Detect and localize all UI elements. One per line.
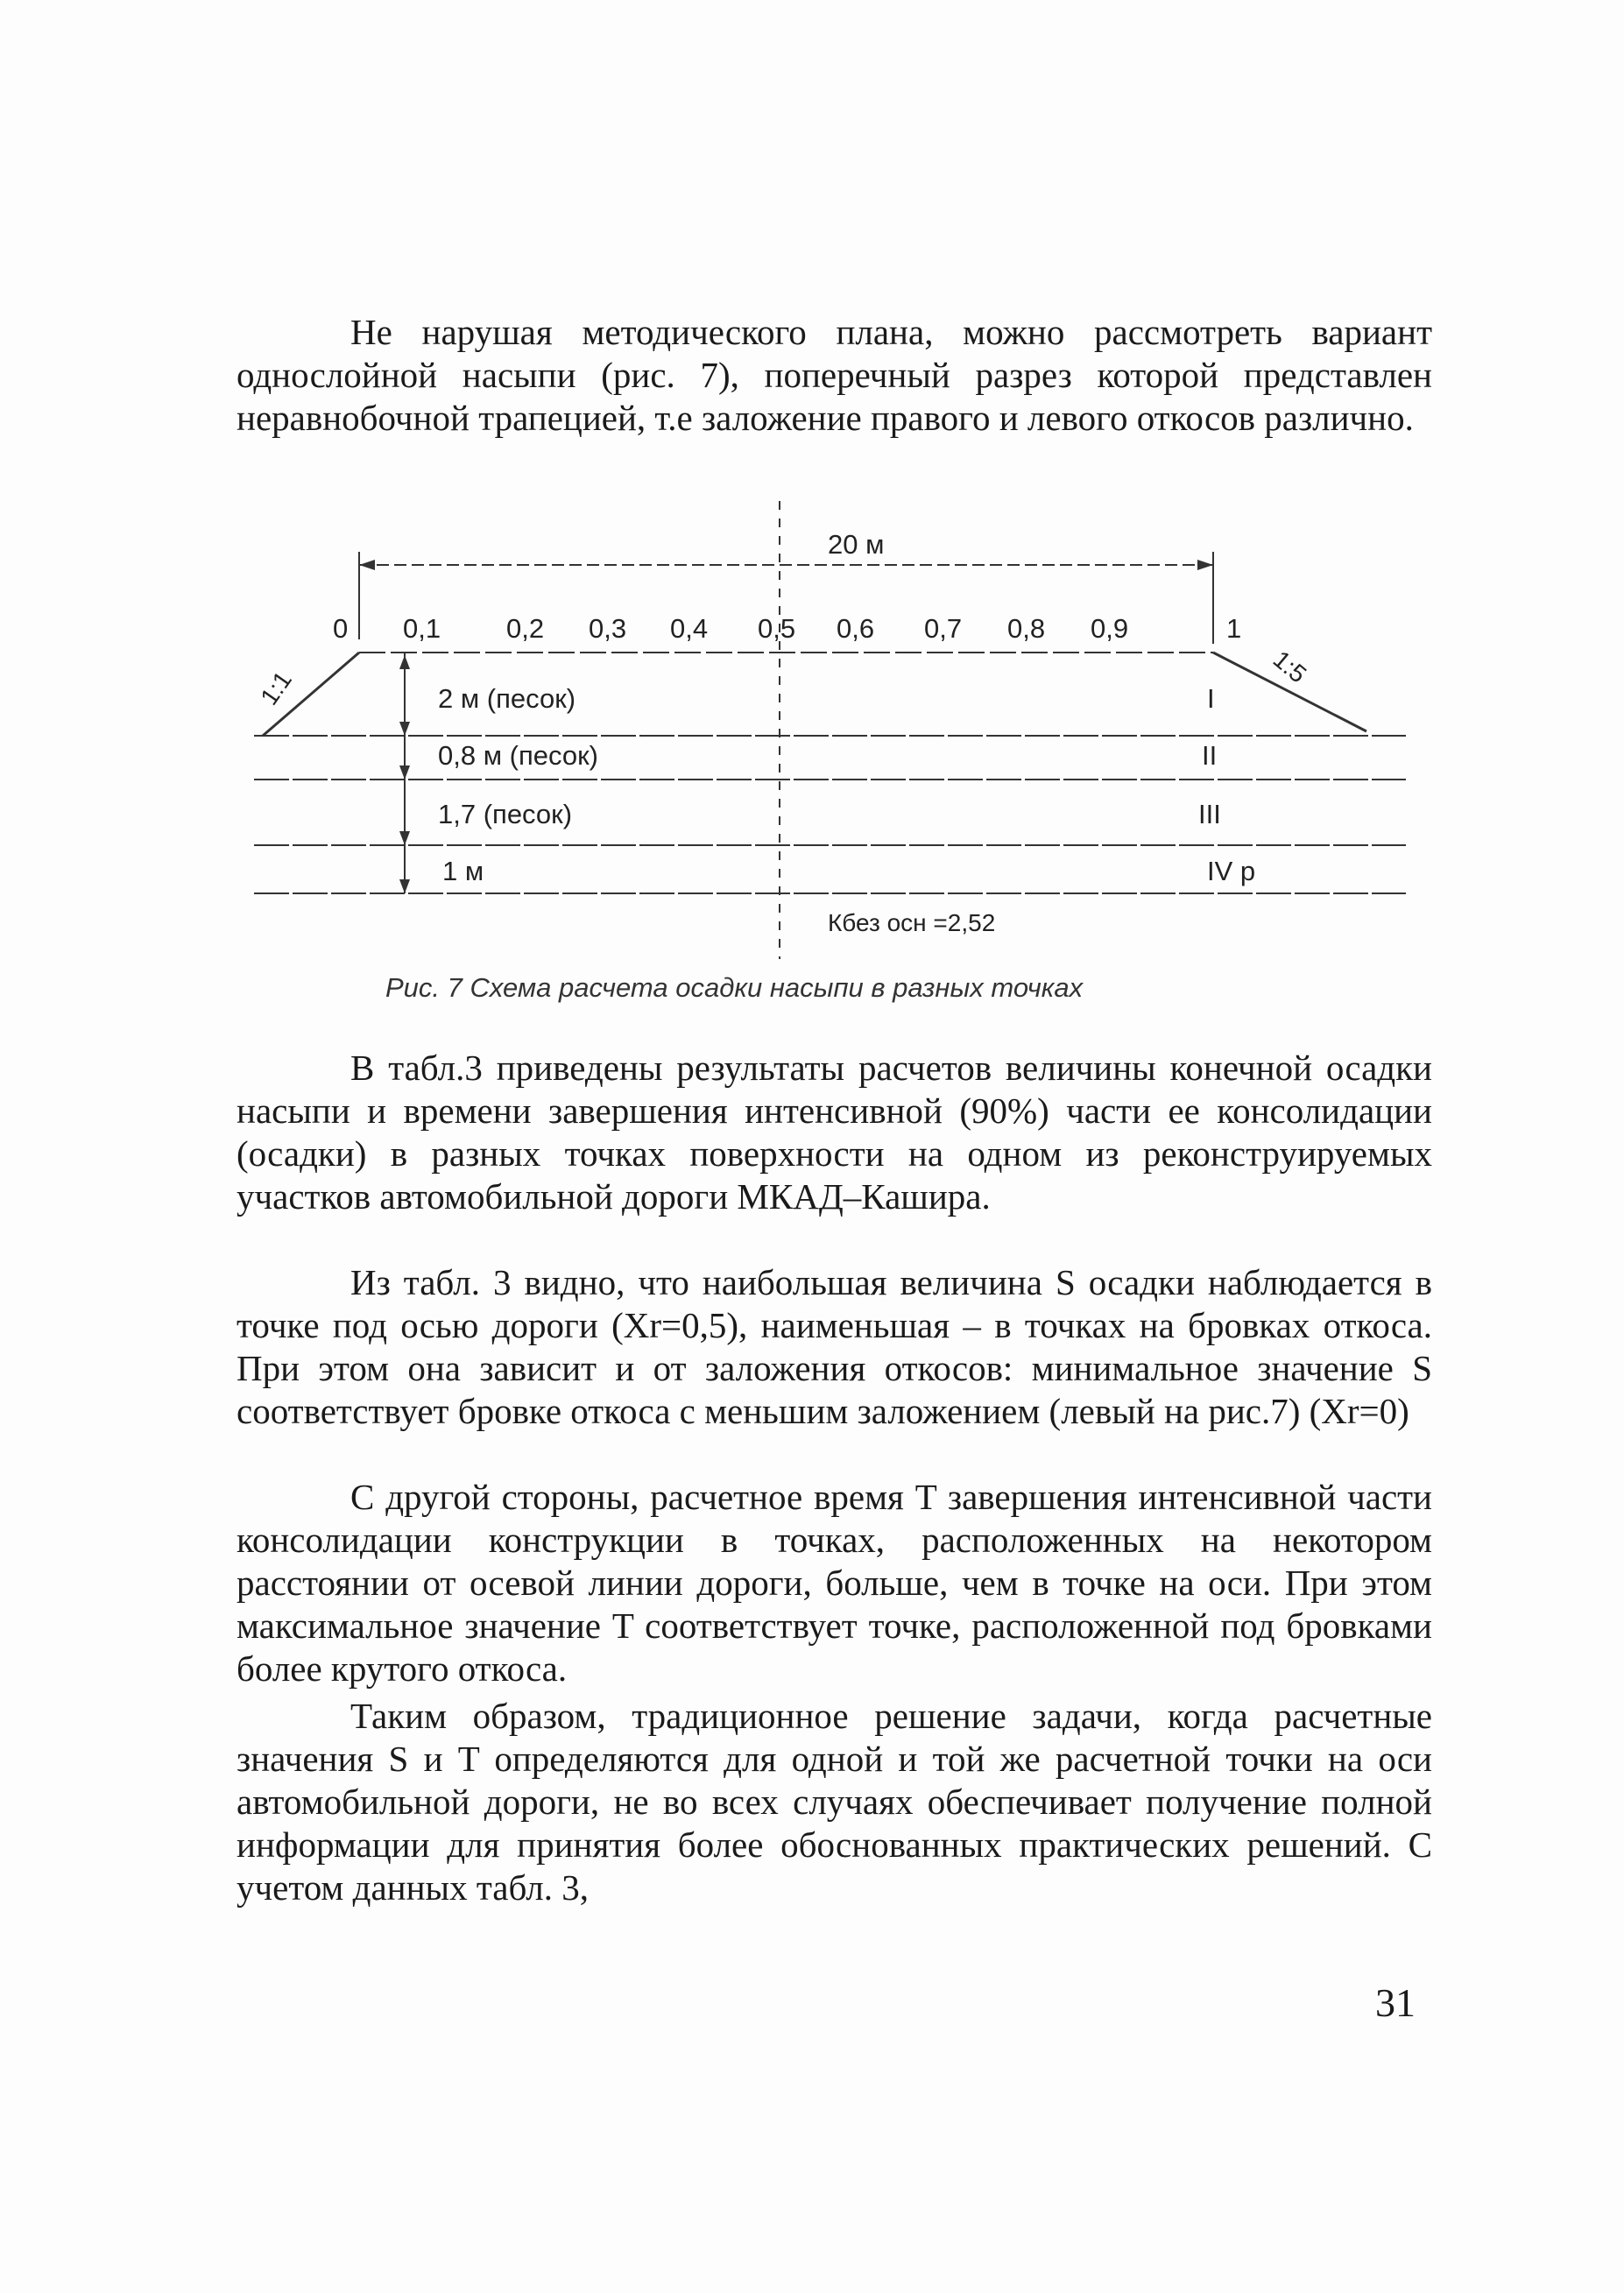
layer-4-roman: IV р [1207,856,1256,886]
point-0-7: 0,7 [924,613,963,644]
layer-3-thickness: 1,7 (песок) [438,799,573,829]
layer-3-roman: III [1198,799,1221,829]
point-0-1: 0,1 [403,613,441,644]
paragraph-3 [237,1261,1432,1433]
page-number: 31 [1375,1980,1416,2025]
paragraph-4-text: С другой стороны, расчетное время T завершения интенсивной части консолидации конструкции в точках, расположенных на некотором расстоянии от осевой линии дороги, больше, чем в точке на оси. При этом максимальное значение T соответствует точке, расположенной под бровками более крутого откоса. [237,1477,1432,1689]
point-0: 0 [333,613,349,644]
point-0-5: 0,5 [758,613,796,644]
left-slope-label: 1:1 [255,666,297,710]
paragraph-2 [237,1047,1432,1218]
figure-caption: Рис. 7 Схема расчета осадки насыпи в разных точках [385,972,1084,1003]
layer-4-thickness: 1 м [442,856,484,886]
point-0-6: 0,6 [837,613,875,644]
paragraph-3-text: Из табл. 3 видно, что наибольшая величина S осадки наблюдается в точке под осью дороги (Xr=0,5), наименьшая – в точках на бровках откоса. При этом она зависит и от заложения откосов: минимальное значение S соответствует бровке откоса с меньшим заложением (левый на рис.7) (Xr=0) [237,1262,1432,1431]
layer-1-roman: I [1207,683,1215,714]
paragraph-4 [237,1476,1432,1690]
point-0-2: 0,2 [506,613,545,644]
point-0-4: 0,4 [670,613,709,644]
point-0-3: 0,3 [589,613,627,644]
figure-7-diagram [0,0,1624,972]
right-slope-label: 1:5 [1267,645,1312,688]
paragraph-5-text: Таким образом, традиционное решение задачи, когда расчетные значения S и T определяются для одной и той же расчетной точки на оси автомобильной дороги, не во всех случаях обеспечивает получение полной информации для принятия более обоснованных практических решений. С учетом данных табл. 3, [237,1696,1432,1908]
point-1: 1 [1226,613,1242,644]
kbez-label: Кбез осн =2,52 [828,909,996,936]
paragraph-5 [237,1695,1432,1909]
width-label: 20 м [828,529,885,560]
paragraph-1-text: Не нарушая методического плана, можно рассмотреть вариант однослойной насыпи (рис. 7), поперечный разрез которой представлен неравнобочной трапецией, т.е заложение правого и левого откосов различно. [237,312,1432,438]
point-0-8: 0,8 [1007,613,1046,644]
layer-2-thickness: 0,8 м (песок) [438,740,598,771]
paragraph-2-text: В табл.3 приведены результаты расчетов величины конечной осадки насыпи и времени завершения интенсивной (90%) части ее консолидации (осадки) в разных точках поверхности на одном из реконструируемых участков автомобильной дороги МКАД–Кашира. [237,1048,1432,1217]
layer-2-roman: II [1202,740,1218,771]
point-0-9: 0,9 [1091,613,1129,644]
layer-1-thickness: 2 м (песок) [438,683,576,714]
